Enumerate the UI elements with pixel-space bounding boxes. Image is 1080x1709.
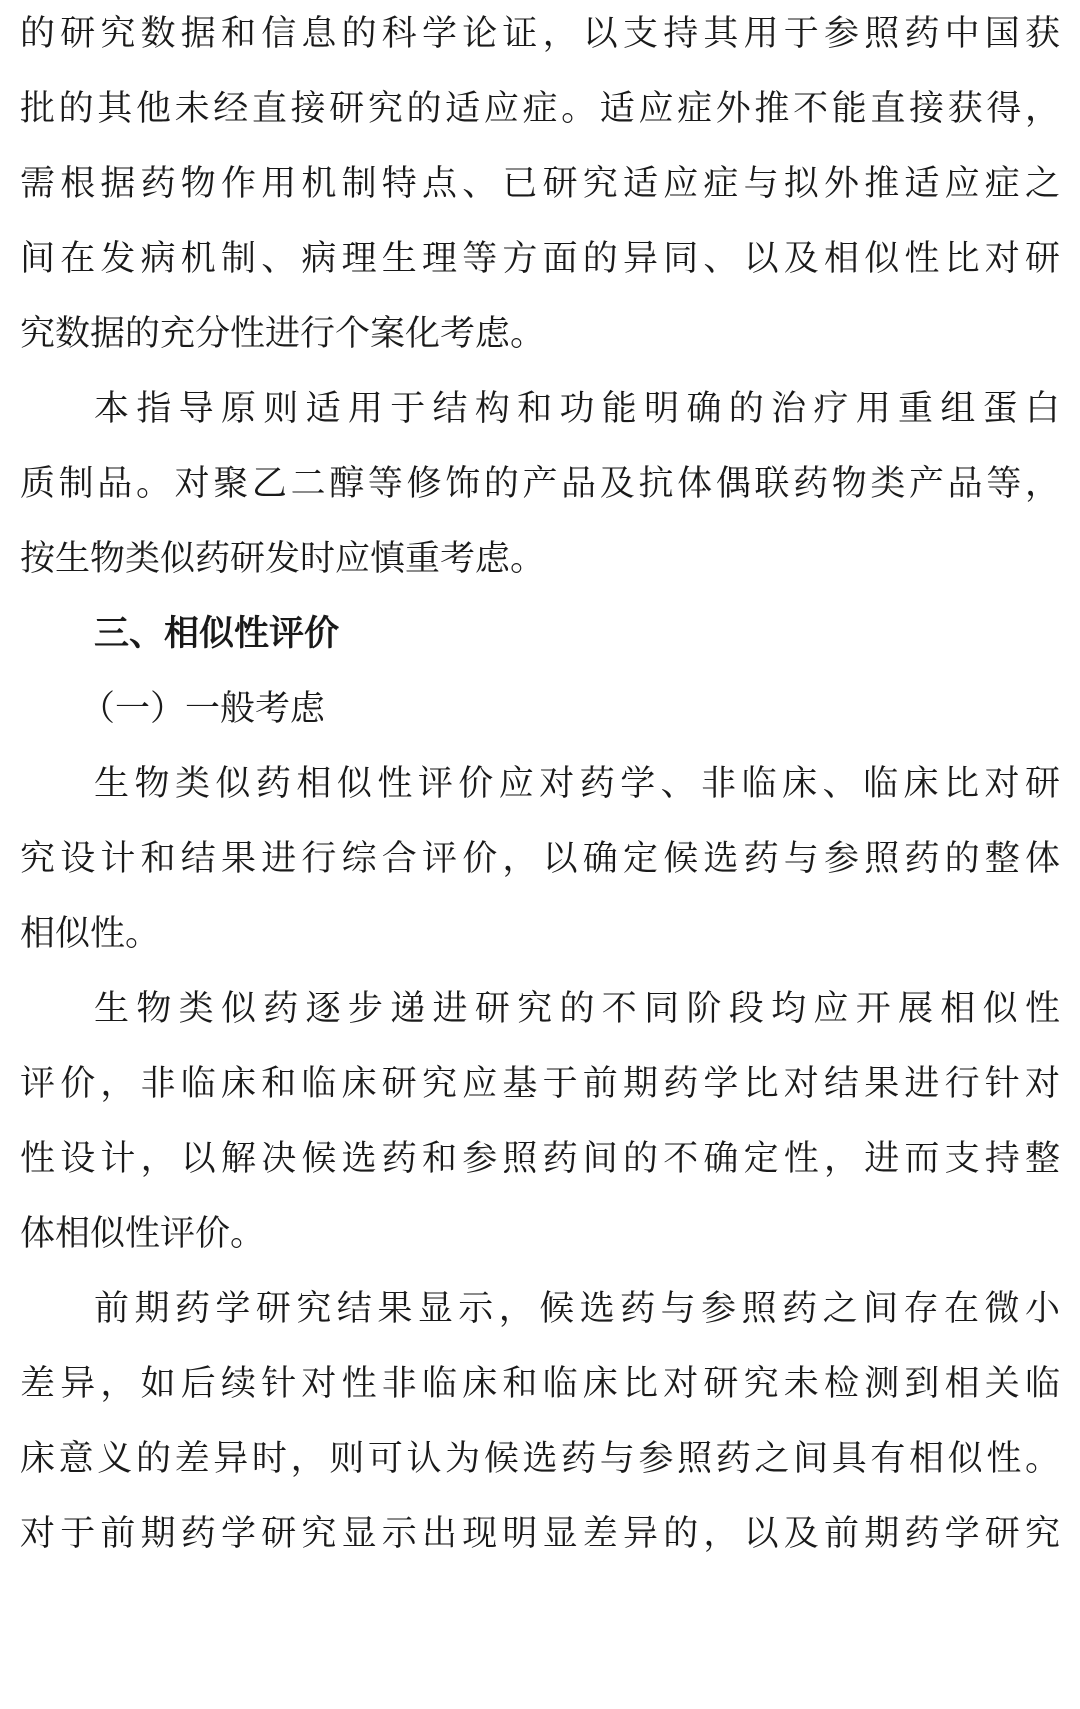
subsection-heading: （一）一般考虑 — [80, 689, 326, 729]
paragraph-1-line-3: 需根据药物作用机制特点、已研究适应症与拟外推适应症之 — [20, 164, 1060, 204]
paragraph-4-line-2: 评价，非临床和临床研究应基于前期药学比对结果进行针对 — [20, 1064, 1060, 1104]
paragraph-5-line-4: 对于前期药学研究显示出现明显差异的，以及前期药学研究 — [20, 1514, 1060, 1554]
paragraph-1-line-4: 间在发病机制、病理生理等方面的异同、以及相似性比对研 — [20, 239, 1060, 279]
paragraph-2-line-3: 按生物类似药研发时应慎重考虑。 — [20, 539, 546, 579]
paragraph-4-line-4: 体相似性评价。 — [20, 1214, 266, 1254]
paragraph-4-line-1: 生物类似药逐步递进研究的不同阶段均应开展相似性 — [94, 989, 1060, 1029]
paragraph-3-line-2: 究设计和结果进行综合评价，以确定候选药与参照药的整体 — [20, 839, 1060, 879]
paragraph-3-line-3: 相似性。 — [20, 914, 161, 954]
paragraph-2-line-1: 本指导原则适用于结构和功能明确的治疗用重组蛋白 — [94, 389, 1060, 429]
paragraph-5-line-3: 床意义的差异时，则可认为候选药与参照药之间具有相似性。 — [20, 1439, 1060, 1479]
paragraph-5-line-2: 差异，如后续针对性非临床和临床比对研究未检测到相关临 — [20, 1364, 1060, 1404]
section-heading: 三、相似性评价 — [94, 614, 340, 654]
paragraph-4-line-3: 性设计，以解决候选药和参照药间的不确定性，进而支持整 — [20, 1139, 1060, 1179]
paragraph-3-line-1: 生物类似药相似性评价应对药学、非临床、临床比对研 — [94, 764, 1060, 804]
paragraph-5-line-1: 前期药学研究结果显示，候选药与参照药之间存在微小 — [94, 1289, 1060, 1329]
paragraph-2-line-2: 质制品。对聚乙二醇等修饰的产品及抗体偶联药物类产品等， — [20, 464, 1060, 504]
paragraph-1-line-5: 究数据的充分性进行个案化考虑。 — [20, 314, 546, 354]
paragraph-1-line-2: 批的其他未经直接研究的适应症。适应症外推不能直接获得， — [20, 89, 1060, 129]
paragraph-1-line-1: 的研究数据和信息的科学论证，以支持其用于参照药中国获 — [20, 14, 1060, 54]
